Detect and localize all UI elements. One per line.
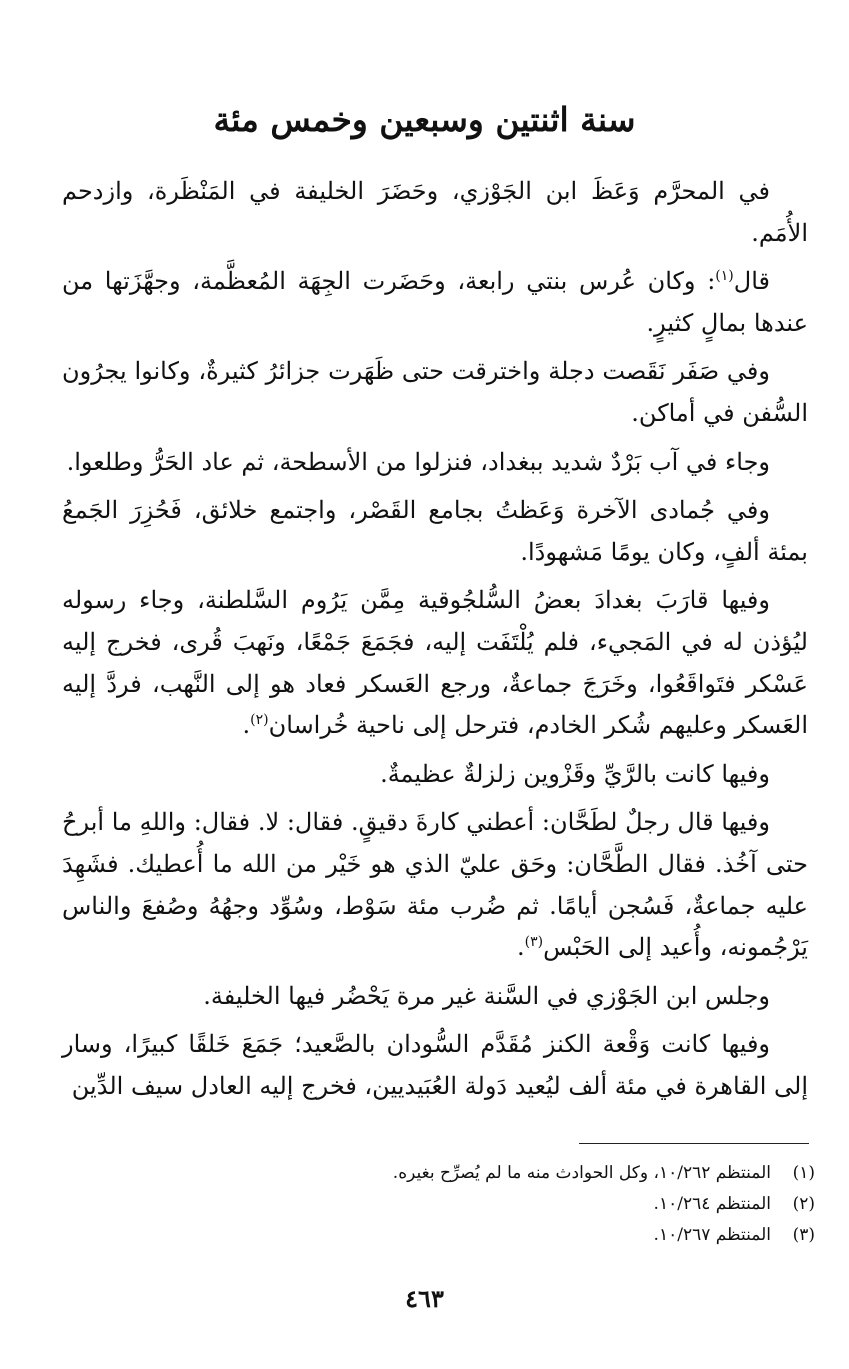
footnote-text: المنتظم ١٠/٢٦٤. [653, 1194, 771, 1214]
paragraph: وفيها قارَبَ بغدادَ بعضُ السُّلجُوقية مِمَّن يَرُوم السَّلطنة، وجاء رسوله ليُؤذن له في المَجيء، فلم يُلْتَفَت إليه، فجَمَعَ جَمْعًا، ونَهبَ قُرى، فخرج إليه عَسْكر فتَواقَعُوا، وخَرَجَ جماعةٌ، ورجع العَسكر فعاد هو إلى النَّهب، فردَّ إليه العَسكر وعليهم شُكر الخادم، فترحل إلى ناحية خُراسان$^{(٢)}$. [62, 586, 808, 740]
main-text [62, 171, 808, 1114]
footnote-number: (٢) [792, 1194, 815, 1214]
footnote-text: المنتظم ١٠/٢٦٢، وكل الحوادث منه ما لم يُصرِّح بغيره. [392, 1163, 771, 1183]
page-number: ٤٦٣ [405, 1284, 444, 1313]
footnote [55, 1220, 815, 1251]
paragraph: وجلس ابن الجَوْزي في السَّنة غير مرة يَحْضُر فيها الخليفة. [203, 981, 770, 1010]
footnote-ref: (٢) [250, 712, 269, 729]
paragraph: وفيها كانت وَقْعة الكنز مُقَدَّم السُّودان بالصَّعيد؛ جَمَعَ خَلقًا كبيرًا، وسار إلى القاهرة في مئة ألف ليُعيد دَولة العُبَيديين، فخرج إليه العادل سيف الدِّين [62, 1030, 808, 1100]
footnotes [55, 1158, 815, 1251]
paragraph: وفيها قال رجلٌ لطَحَّان: أعطني كارةَ دقيقٍ. فقال: لا. فقال: واللهِ ما أبرحُ حتى آخُذ. فقال الطَّحَّان: وحَق عليّ الذي هو خَيْر من الله ما أُعطيك. فشَهِدَ عليه جماعةٌ، فَسُجن أيامًا. ثم ضُرب مئة سَوْط، وسُوِّد وجهُهُ وصُفعَ والناس يَرْجُمونه، وأُعيد إلى الحَبْس$^{(٣)}$. [62, 808, 808, 962]
chapter-title: سنة اثنتين وسبعين وخمس مئة [213, 100, 636, 139]
footnote [55, 1158, 815, 1189]
footnote-ref: (٣) [524, 934, 544, 951]
paragraph: وجاء في آب بَرْدٌ شديد ببغداد، فنزلوا من الأسطحة، ثم عاد الحَرُّ وطلعوا. [66, 447, 770, 476]
footnote-number: (٣) [792, 1225, 815, 1245]
footnote-separator [579, 1143, 809, 1144]
paragraph: وفي جُمادى الآخرة وَعَظتُ بجامع القَصْر، واجتمع خلائق، فَحُزِرَ الجَمعُ بمئة ألفٍ، وكان يومًا مَشهودًا. [62, 496, 808, 566]
footnote-ref: (١) [715, 268, 734, 285]
paragraph: وفيها كانت بالرَّيِّ وقَزْوين زلزلةٌ عظيمةٌ. [380, 759, 770, 788]
paragraph: في المحرَّم وَعَظَ ابن الجَوْزي، وحَضَرَ الخليفة في المَنْظَرة، وازدحم الأُمَم. [62, 177, 808, 247]
paragraph: قال$^{(١)}$: وكان عُرس بنتي رابعة، وحَضَرت الجِهَة المُعظَّمة، وجهَّزَتها من عندها بمالٍ كثيرٍ. [62, 267, 808, 337]
footnote-text: المنتظم ١٠/٢٦٧. [653, 1225, 771, 1245]
paragraph: وفي صَفَر نَقَصت دجلة واخترقت حتى ظَهَرت جزائرُ كثيرةٌ، وكانوا يجرُون السُّفن في أماكن. [62, 357, 808, 427]
footnote [55, 1189, 815, 1220]
footnote-number: (١) [792, 1163, 815, 1183]
